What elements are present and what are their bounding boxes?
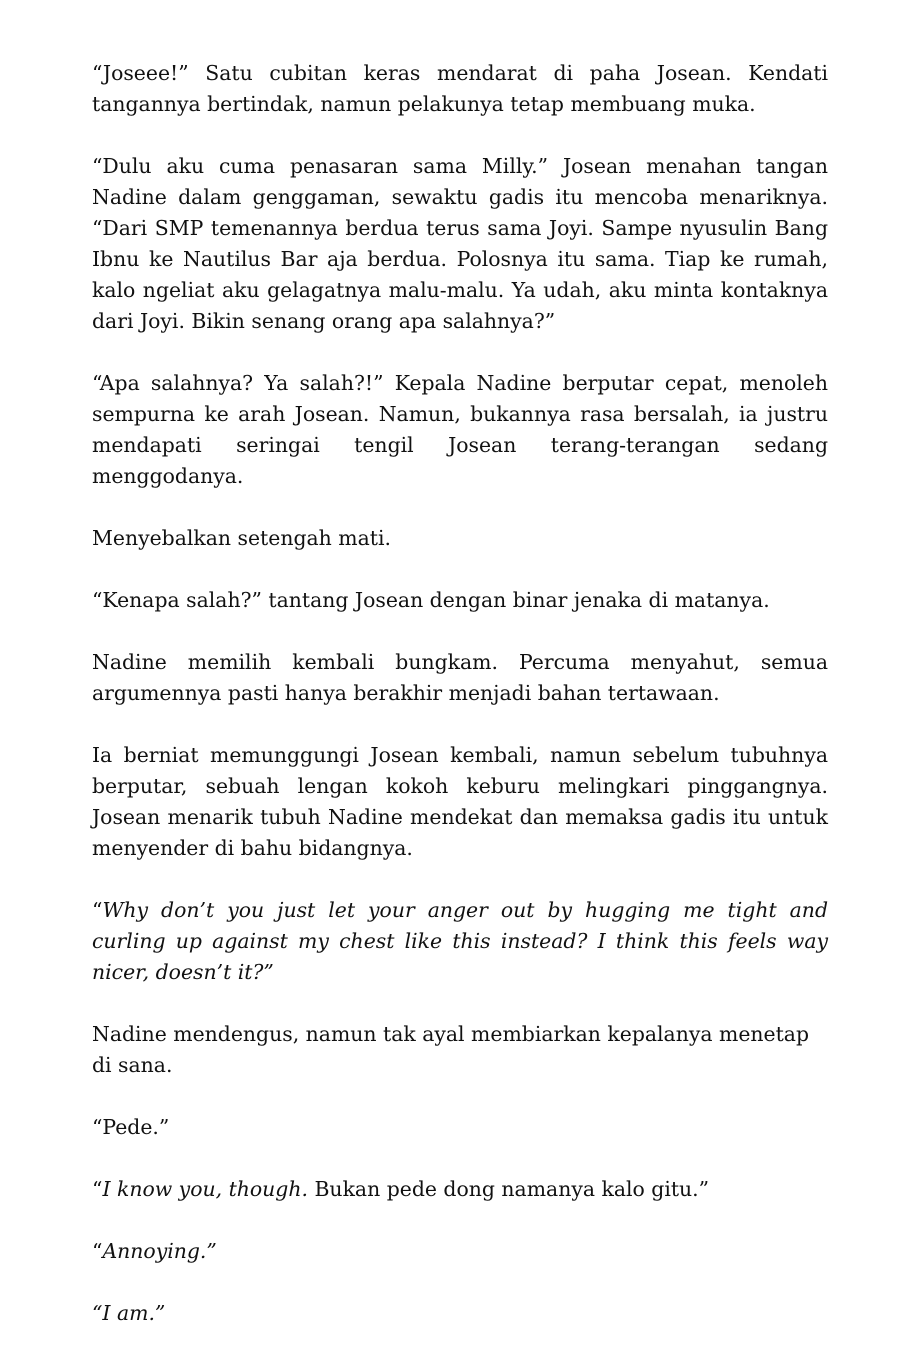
paragraph-text: “	[92, 1177, 103, 1201]
paragraph-4	[92, 523, 828, 554]
paragraph-12	[92, 1236, 828, 1267]
paragraph-text: Menyebalkan setengah mati.	[92, 526, 391, 550]
document-page	[92, 58, 828, 1360]
paragraph-text: Ia berniat memunggungi Josean kembali, namun sebelum tubuhnya berputar, sebuah lengan kokoh keburu melingkari pinggangnya. Josean menarik tubuh Nadine mendekat dan memaksa gadis itu untuk menyender di bahu bidangnya.	[92, 743, 828, 860]
italic-text: Why don’t you just let your anger out by hugging me tight and curling up against my chest like this instead? I think this feels way nicer, doesn’t it?”	[92, 898, 828, 984]
paragraph-text: “Joseee!” Satu cubitan keras mendarat di paha Josean. Kendati tangannya bertindak, namun pelakunya tetap membuang muka.	[92, 61, 828, 116]
paragraph-text: “	[92, 898, 103, 922]
paragraph-text: “Pede.”	[92, 1115, 170, 1139]
paragraph-13	[92, 1298, 828, 1329]
paragraph-text: “	[92, 1239, 103, 1263]
paragraph-8	[92, 895, 828, 988]
paragraph-10	[92, 1112, 828, 1143]
italic-text: Annoying.”	[102, 1239, 217, 1263]
paragraph-3	[92, 368, 828, 492]
paragraph-7	[92, 740, 828, 864]
paragraph-text: “Apa salahnya? Ya salah?!” Kepala Nadine berputar cepat, menoleh sempurna ke arah Josean. Namun, bukannya rasa bersalah, ia justru mendapati seringai tengil Josean terang-terangan sedang menggodanya.	[92, 371, 828, 488]
paragraph-2	[92, 151, 828, 337]
paragraph-11	[92, 1174, 828, 1205]
paragraph-6	[92, 647, 828, 709]
paragraph-text: Bukan pede dong namanya kalo gitu.”	[307, 1177, 710, 1201]
paragraph-text: Nadine memilih kembali bungkam. Percuma menyahut, semua argumennya pasti hanya berakhir menjadi bahan tertawaan.	[92, 650, 828, 705]
italic-text: “I am.”	[92, 1301, 166, 1325]
paragraph-9	[92, 1019, 828, 1081]
paragraph-text: “Dulu aku cuma penasaran sama Milly.” Josean menahan tangan Nadine dalam genggaman, sewaktu gadis itu mencoba menariknya. “Dari SMP temenannya berdua terus sama Joyi. Sampe nyusulin Bang Ibnu ke Nautilus Bar aja berdua. Polosnya itu sama. Tiap ke rumah, kalo ngeliat aku gelagatnya malu-malu. Ya udah, aku minta kontaknya dari Joyi. Bikin senang orang apa salahnya?”	[92, 154, 828, 333]
paragraph-1	[92, 58, 828, 120]
paragraph-text: Nadine mendengus, namun tak ayal membiarkan kepalanya menetap di sana.	[92, 1022, 809, 1077]
paragraph-5	[92, 585, 828, 616]
italic-text: I know you, though.	[102, 1177, 308, 1201]
paragraph-text: “Kenapa salah?” tantang Josean dengan binar jenaka di matanya.	[92, 588, 770, 612]
